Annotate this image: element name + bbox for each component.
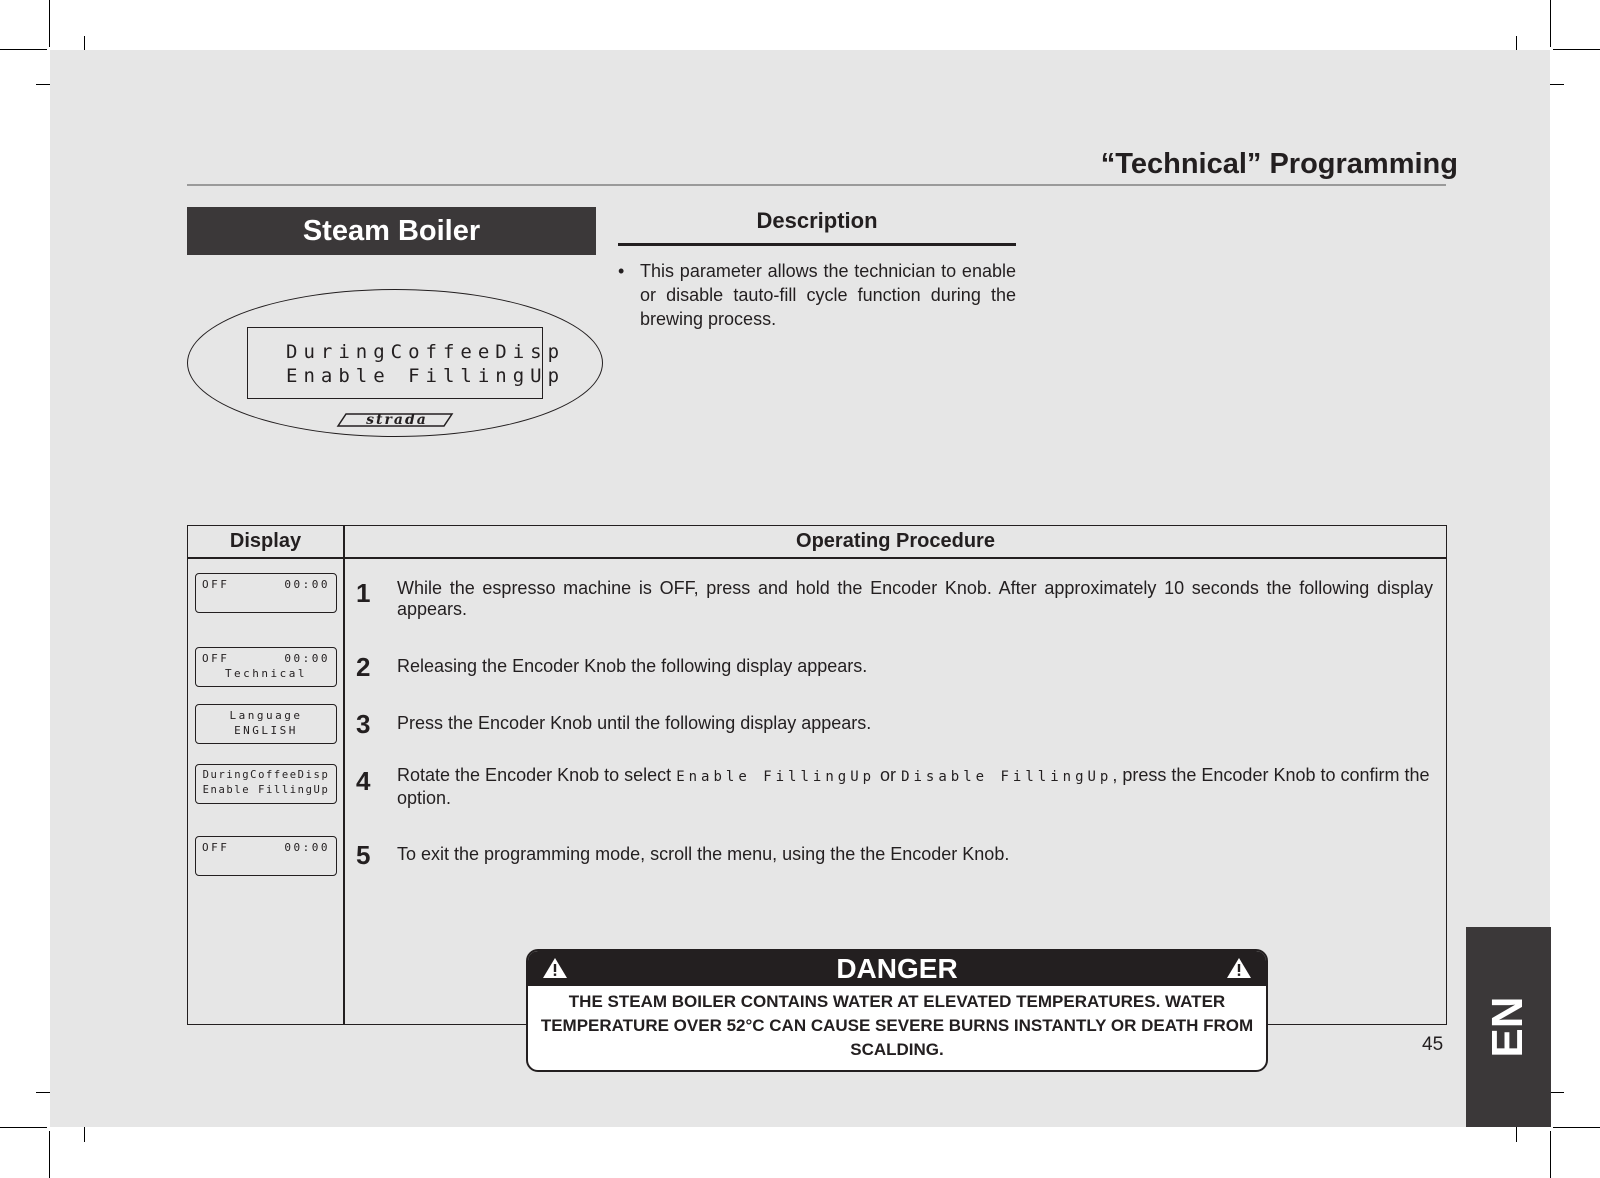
crop-mark: [49, 1131, 50, 1178]
panel-display: [247, 327, 566, 399]
display-step-4: [195, 764, 337, 804]
crop-mark: [1550, 1131, 1551, 1178]
display-step-2: [195, 647, 337, 687]
step-text-post: , press the Encoder Knob to confirm the option.: [397, 765, 1430, 808]
crop-mark: [0, 1127, 47, 1128]
description-body: [618, 259, 1016, 331]
strada-logo: [334, 408, 460, 430]
step-text: To exit the programming mode, scroll the menu, using the the Encoder Knob.: [397, 844, 1010, 864]
danger-text: THE STEAM BOILER CONTAINS WATER AT ELEVATED TEMPERATURES. WATER TEMPERATURE OVER 52°C CAN CAUSE SEVERE BURNS INSTANTLY OR DEATH FROM SCALDING.: [540, 992, 1254, 1059]
column-divider: [343, 526, 345, 1024]
step-text: Press the Encoder Knob until the following display appears.: [397, 713, 872, 733]
step-text: Releasing the Encoder Knob the following display appears.: [397, 656, 868, 676]
display-status: OFF: [202, 652, 230, 665]
crop-mark: [1553, 1127, 1600, 1128]
display-step-3: [195, 704, 337, 744]
column-header-procedure: Operating Procedure: [796, 530, 995, 552]
description-heading: Description: [756, 208, 878, 233]
header-divider: [188, 557, 1446, 559]
warning-triangle-icon: [542, 956, 568, 980]
section-title: Steam Boiler: [187, 207, 596, 255]
danger-header: [528, 951, 1266, 986]
step-number: 5: [356, 840, 371, 870]
display-time: 00:00: [284, 841, 330, 854]
panel-display-line2: Enable FillingUp: [286, 365, 566, 387]
warning-triangle-icon: [1226, 956, 1252, 980]
panel-display-line1: DuringCoffeeDisp: [286, 341, 566, 363]
display-line1: DuringCoffeeDisp: [202, 769, 330, 781]
crop-mark: [1553, 49, 1600, 50]
display-time: 00:00: [284, 652, 330, 665]
display-step-5: [195, 836, 337, 876]
danger-label: DANGER: [836, 953, 958, 984]
description-text: This parameter allows the technician to enable or disable tauto-fill cycle function during the brewing process.: [640, 261, 1016, 329]
language-tab: [1466, 927, 1551, 1127]
danger-warning-box: [526, 949, 1268, 1072]
step-number: 2: [356, 652, 371, 682]
page-number: 45: [1422, 1034, 1444, 1055]
step-text-mid: or: [875, 765, 902, 785]
step-number: 4: [356, 766, 371, 796]
step-number: 3: [356, 709, 371, 739]
step-text: [397, 765, 1433, 809]
display-line2: ENGLISH: [234, 724, 298, 737]
title-divider: [187, 184, 1446, 186]
display-status: OFF: [202, 841, 230, 854]
display-line2: Technical: [224, 667, 308, 680]
display-status: OFF: [202, 578, 230, 591]
page-title: “Technical” Programming: [1100, 148, 1458, 180]
display-line1: Language: [229, 709, 303, 722]
display-time: 00:00: [284, 578, 330, 591]
display-step-1: [195, 573, 337, 613]
crop-mark: [49, 0, 50, 47]
column-header-display: Display: [229, 530, 302, 552]
strada-logo-text: strada: [366, 412, 428, 428]
option-enable: Enable FillingUp: [676, 769, 876, 785]
bullet-icon: •: [618, 261, 625, 281]
crop-mark: [1550, 0, 1551, 47]
description-divider: [618, 243, 1016, 246]
display-line2: Enable FillingUp: [202, 784, 330, 796]
step-text: While the espresso machine is OFF, press and hold the Encoder Knob. After approximately 10 seconds the following display appears.: [397, 578, 1433, 619]
option-disable: Disable FillingUp: [901, 769, 1113, 785]
crop-mark: [0, 49, 47, 50]
step-number: 1: [356, 578, 371, 608]
step-text-pre: Rotate the Encoder Knob to select: [397, 765, 677, 785]
language-label: EN: [1483, 996, 1532, 1058]
